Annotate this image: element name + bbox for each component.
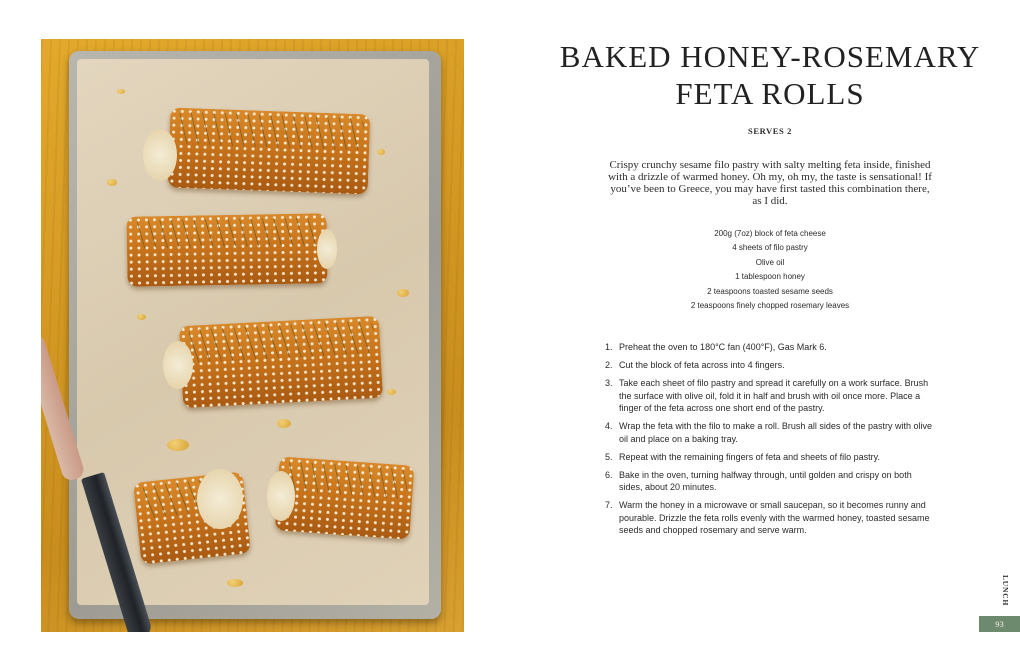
step-text: Preheat the oven to 180°C fan (400°F), Gas Mark 6.	[619, 342, 827, 352]
ingredient-item: 2 teaspoons toasted sesame seeds	[707, 286, 833, 296]
step-text: Take each sheet of filo pastry and spread it carefully on a work surface. Brush the surface with olive oil, fold it in half and brush with oil once more. Place a finger of the feta across one short end of the pastry.	[619, 378, 929, 413]
honey-drizzle	[107, 179, 117, 186]
method-step	[605, 341, 935, 354]
step-number: 5.	[605, 451, 613, 462]
recipe-title	[540, 38, 1000, 112]
honey-drizzle	[387, 389, 396, 395]
feta-roll-cut	[275, 456, 415, 539]
method-step	[605, 451, 935, 464]
ingredient-item: 200g (7oz) block of feta cheese	[714, 229, 826, 238]
feta-filling	[163, 341, 193, 389]
feta-roll	[168, 108, 371, 195]
step-number: 1.	[605, 342, 613, 352]
honey-drizzle	[377, 149, 385, 155]
recipe-title-line-2: FETA ROLLS	[675, 76, 865, 111]
step-text: Cut the block of feta across into 4 fingers.	[619, 360, 785, 370]
section-label: LUNCH	[1001, 575, 1010, 607]
honey-drizzle	[167, 439, 189, 451]
feta-filling	[143, 129, 177, 181]
ingredient-item: 2 teaspoons finely chopped rosemary leaves	[690, 301, 850, 311]
recipe-title-line-1: BAKED HONEY-ROSEMARY	[559, 39, 981, 74]
honey-drizzle	[117, 89, 125, 94]
page-number-tab	[979, 616, 1020, 632]
step-text: Repeat with the remaining fingers of feta and sheets of filo pastry.	[619, 451, 880, 462]
feta-filling	[267, 471, 295, 521]
baking-tray	[69, 51, 441, 619]
step-text: Wrap the feta with the filo to make a roll. Brush all sides of the pastry with olive oil and place on a baking tray.	[619, 421, 932, 444]
method-step	[605, 377, 935, 415]
honey-drizzle	[397, 289, 409, 297]
page-number: 93	[995, 619, 1004, 629]
method-step	[605, 469, 935, 494]
feta-roll	[179, 316, 383, 408]
method-step	[605, 359, 935, 372]
honey-drizzle	[227, 579, 243, 587]
ingredient-item: 4 sheets of filo pastry	[732, 243, 808, 253]
ingredient-list	[620, 227, 920, 313]
serves-label: SERVES 2	[748, 126, 792, 136]
baking-paper	[77, 59, 429, 605]
method-step	[605, 499, 935, 537]
recipe-intro: Crispy crunchy sesame filo pastry with salty melting feta inside, finished with a drizzle of warmed honey. Oh my, oh my, the taste is sensational! If you’ve been to Greece, you may have first tasted this combination there, as I did.	[608, 159, 932, 207]
feta-filling	[197, 469, 243, 529]
step-text: Bake in the oven, turning halfway through, until golden and crispy on both sides, about 20 minutes.	[619, 469, 912, 492]
step-number: 2.	[605, 360, 613, 370]
method-step	[605, 420, 935, 445]
step-number: 4.	[605, 421, 613, 431]
step-number: 3.	[605, 378, 613, 388]
ingredient-item: Olive oil	[755, 257, 785, 267]
honey-drizzle	[137, 314, 146, 320]
step-number: 6.	[605, 469, 613, 480]
recipe-photo	[41, 39, 464, 632]
feta-filling	[317, 229, 337, 269]
method-steps	[605, 341, 935, 542]
ingredient-item: 1 tablespoon honey	[735, 272, 805, 282]
feta-roll	[126, 213, 327, 286]
honey-drizzle	[277, 419, 291, 428]
step-number: 7.	[605, 500, 613, 510]
step-text: Warm the honey in a microwave or small saucepan, so it becomes runny and pourable. Drizzle the feta rolls evenly with the warmed honey, toasted sesame seeds and chopped rosemary and serve warm.	[619, 500, 930, 535]
